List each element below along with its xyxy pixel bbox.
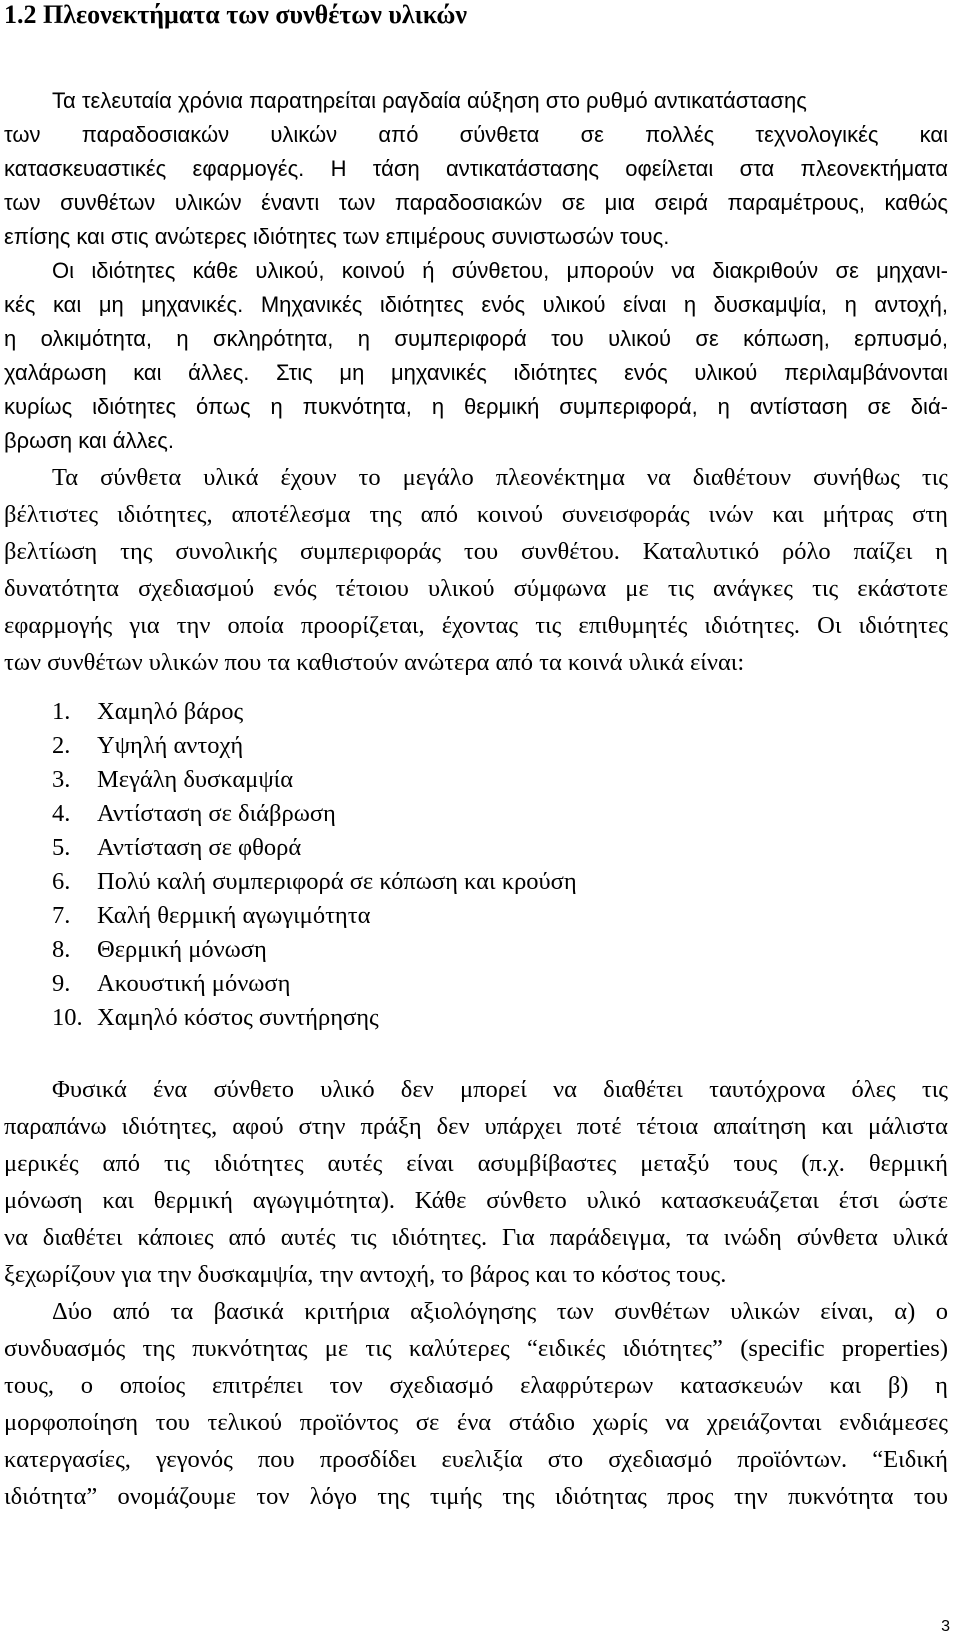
paragraph-line: Δύο από τα βασικά κριτήρια αξιολόγησης των συνθέτων υλικών είναι, α) ο bbox=[52, 1298, 948, 1325]
paragraph-line: συνδυασμός της πυκνότητας με τις καλύτερες “ειδικές ιδιότητες” (specific properties) bbox=[4, 1335, 948, 1362]
paragraph-line: των συνθέτων υλικών έναντι των παραδοσιακών σε μια σειρά παραμέτρους, καθώς bbox=[4, 190, 948, 215]
paragraph-line: να διαθέτει κάποιες από αυτές τις ιδιότητες. Για παράδειγμα, τα ινώδη σύνθετα υλικά bbox=[4, 1224, 948, 1251]
list-text: Αντίσταση σε διάβρωση bbox=[97, 800, 336, 827]
list-item bbox=[52, 933, 267, 967]
paragraph-line: χαλάρωση και άλλες. Στις μη μηχανικές ιδιότητες ενός υλικού περιλαμβάνονται bbox=[4, 360, 948, 385]
list-text: Καλή θερμική αγωγιμότητα bbox=[97, 902, 371, 929]
paragraph-line: Φυσικά ένα σύνθετο υλικό δεν μπορεί να διαθέτει ταυτόχρονα όλες τις bbox=[52, 1076, 948, 1103]
paragraph-line: κές και μη μηχανικές. Μηχανικές ιδιότητες ενός υλικού είναι η δυσκαμψία, η αντοχή, bbox=[4, 292, 948, 317]
list-item bbox=[52, 695, 243, 729]
page-number: 3 bbox=[941, 1618, 950, 1635]
list-number: 2. bbox=[52, 732, 71, 759]
list-text: Αντίσταση σε φθορά bbox=[97, 834, 302, 861]
list-number: 1. bbox=[52, 698, 71, 725]
list-text: Ακουστική μόνωση bbox=[97, 970, 291, 997]
list-number: 3. bbox=[52, 766, 71, 793]
list-text: Μεγάλη δυσκαμψία bbox=[97, 766, 294, 793]
paragraph-line: δυνατότητα σχεδιασμού ενός τέτοιου υλικού σύμφωνα με τις ανάγκες τις εκάστοτε bbox=[4, 575, 948, 602]
paragraph-line: επίσης και στις ανώτερες ιδιότητες των επιμέρους συνιστωσών τους. bbox=[4, 224, 670, 249]
paragraph-line: τους, ο οποίος επιτρέπει τον σχεδιασμό ελαφρύτερων κατασκευών και β) η bbox=[4, 1372, 948, 1399]
list-item bbox=[52, 831, 301, 865]
paragraph-line: των συνθέτων υλικών που τα καθιστούν ανώτερα από τα κοινά υλικά είναι: bbox=[4, 649, 745, 676]
paragraph-line: των παραδοσιακών υλικών από σύνθετα σε πολλές τεχνολογικές και bbox=[4, 122, 948, 147]
list-number: 10. bbox=[52, 1004, 83, 1031]
paragraph-line: βρωση και άλλες. bbox=[4, 428, 174, 453]
list-text: Υψηλή αντοχή bbox=[97, 732, 244, 759]
section-heading: 1.2 Πλεονεκτήματα των συνθέτων υλικών bbox=[4, 0, 468, 29]
list-item bbox=[52, 899, 370, 933]
paragraph-line: παραπάνω ιδιότητες, αφού στην πράξη δεν υπάρχει ποτέ τέτοια απαίτηση και μάλιστα bbox=[4, 1113, 948, 1140]
list-number: 9. bbox=[52, 970, 71, 997]
list-number: 5. bbox=[52, 834, 71, 861]
list-text: Χαμηλό κόστος συντήρησης bbox=[97, 1004, 379, 1031]
list-number: 4. bbox=[52, 800, 71, 827]
list-number: 8. bbox=[52, 936, 71, 963]
list-text: Χαμηλό βάρος bbox=[97, 698, 244, 725]
list-item bbox=[52, 865, 577, 899]
list-text: Θερμική μόνωση bbox=[97, 936, 267, 963]
paragraph-line: μόνωση και θερμική αγωγιμότητα). Κάθε σύνθετο υλικό κατασκευάζεται έτσι ώστε bbox=[4, 1187, 948, 1214]
paragraph-line: κατεργασίες, γεγονός που προσδίδει ευελιξία στο σχεδιασμό προϊόντων. “Ειδική bbox=[4, 1446, 948, 1473]
paragraph-line: μερικές από τις ιδιότητες αυτές είναι ασυμβίβαστες μεταξύ τους (π.χ. θερμική bbox=[4, 1150, 948, 1177]
list-item bbox=[52, 1001, 379, 1035]
paragraph-line: μορφοποίηση του τελικού προϊόντος σε ένα στάδιο χωρίς να χρειάζονται ενδιάμεσες bbox=[4, 1409, 948, 1436]
paragraph-line: κυρίως ιδιότητες όπως η πυκνότητα, η θερμική συμπεριφορά, η αντίσταση σε διά- bbox=[4, 394, 948, 419]
paragraph-line: Τα τελευταία χρόνια παρατηρείται ραγδαία αύξηση στο ρυθμό αντικατάστασης bbox=[52, 88, 807, 113]
list-number: 6. bbox=[52, 868, 71, 895]
list-item bbox=[52, 729, 243, 763]
list-number: 7. bbox=[52, 902, 71, 929]
paragraph-line: ιδιότητα” ονομάζουμε τον λόγο της τιμής της ιδιότητας προς την πυκνότητα του bbox=[4, 1483, 948, 1510]
paragraph-line: Τα σύνθετα υλικά έχουν το μεγάλο πλεονέκτημα να διαθέτουν συνήθως τις bbox=[52, 464, 948, 491]
paragraph-line: κατασκευαστικές εφαρμογές. Η τάση αντικατάστασης οφείλεται στα πλεονεκτήματα bbox=[4, 156, 948, 181]
paragraph-line: Οι ιδιότητες κάθε υλικού, κοινού ή σύνθετου, μπορούν να διακριθούν σε μηχανι- bbox=[52, 258, 948, 283]
list-item bbox=[52, 797, 336, 831]
paragraph-line: η ολκιμότητα, η σκληρότητα, η συμπεριφορά του υλικού σε κόπωση, ερπυσμό, bbox=[4, 326, 948, 351]
paragraph-line: βελτίωση της συνολικής συμπεριφοράς του συνθέτου. Καταλυτικό ρόλο παίζει η bbox=[4, 538, 948, 565]
paragraph-line: εφαρμογής για την οποία προορίζεται, έχοντας τις επιθυμητές ιδιότητες. Οι ιδιότητες bbox=[4, 612, 948, 639]
paragraph-line: ξεχωρίζουν για την δυσκαμψία, την αντοχή, το βάρος και το κόστος τους. bbox=[4, 1261, 727, 1288]
list-item bbox=[52, 763, 293, 797]
list-text: Πολύ καλή συμπεριφορά σε κόπωση και κρούση bbox=[97, 868, 577, 895]
list-item bbox=[52, 967, 290, 1001]
paragraph-line: βέλτιστες ιδιότητες, αποτέλεσμα της από κοινού συνεισφοράς ινών και μήτρας στη bbox=[4, 501, 948, 528]
